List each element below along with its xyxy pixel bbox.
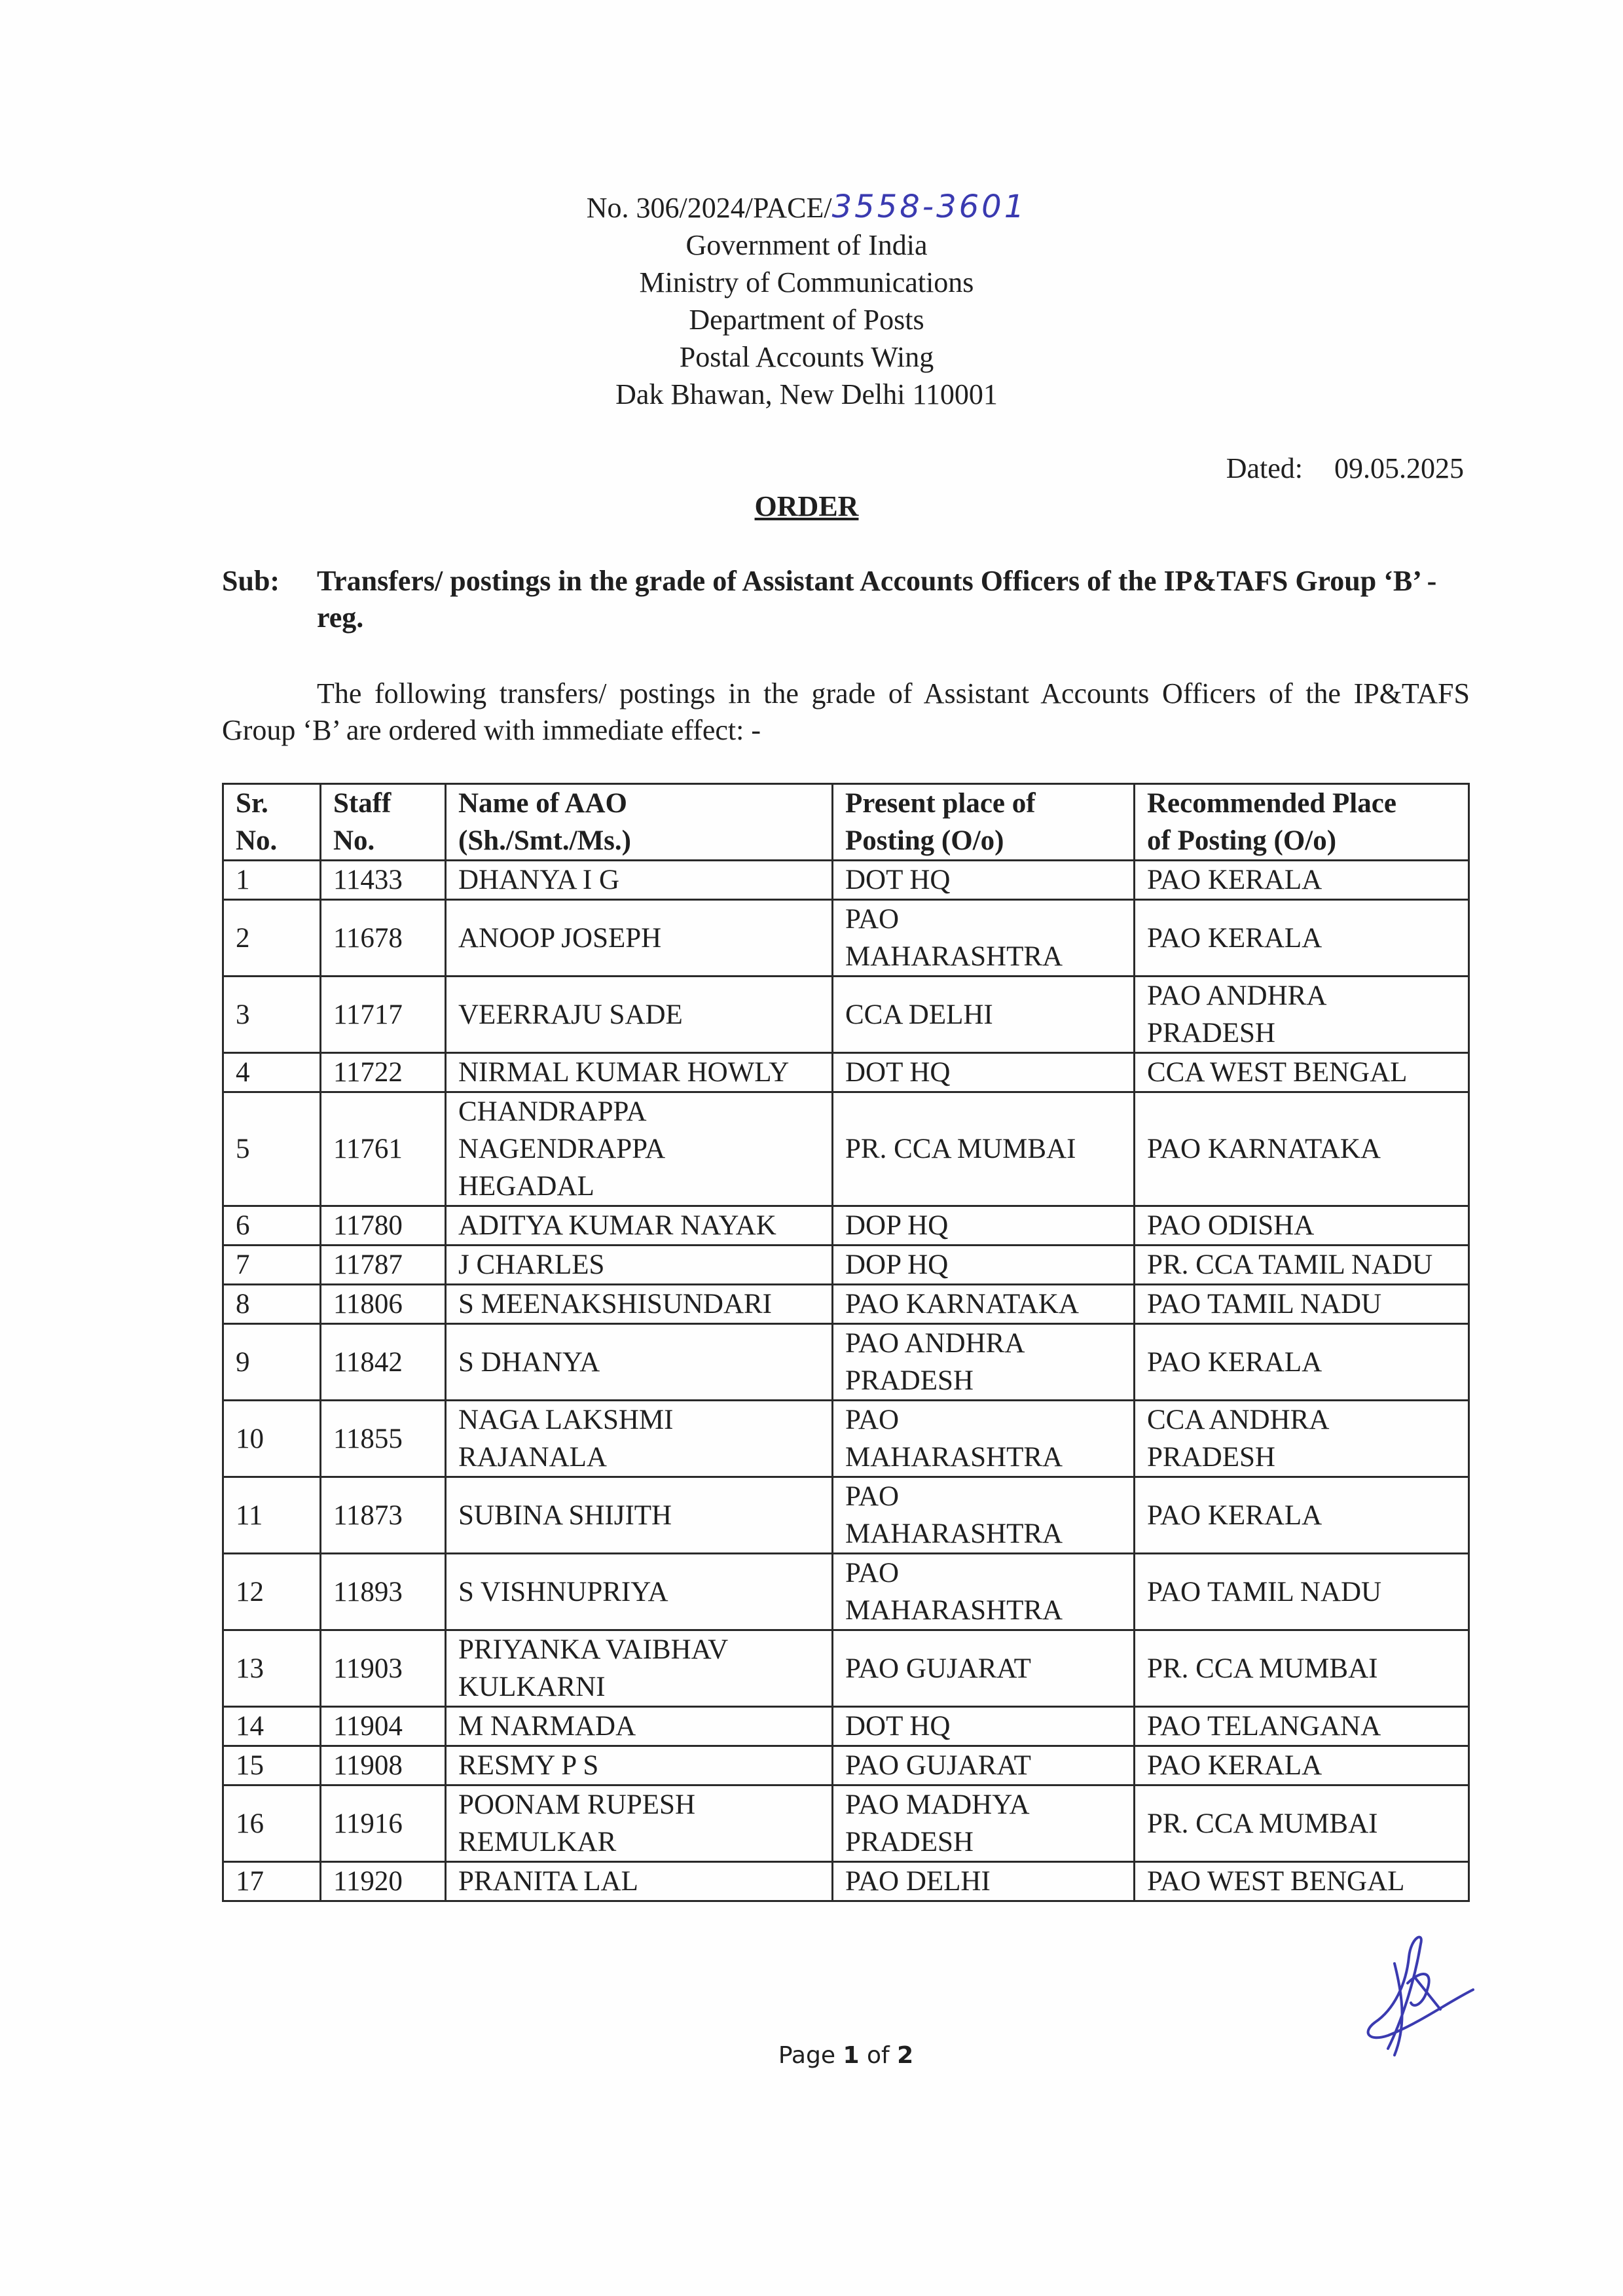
table-cell: 11903: [321, 1630, 446, 1707]
table-cell: PAO MADHYA PRADESH: [833, 1785, 1135, 1862]
subject-text: Transfers/ postings in the grade of Assistant Accounts Officers of the IP&TAFS Group ‘B’ -reg.: [317, 565, 1437, 634]
table-row: [223, 1092, 1469, 1206]
reference-number: No. 306/2024/PACE/3558-3601: [586, 188, 1027, 225]
table-row: [223, 1401, 1469, 1477]
table-row: [223, 1554, 1469, 1630]
table-cell: PAO WEST BENGAL: [1135, 1862, 1469, 1901]
table-cell: CCA WEST BENGAL: [1135, 1053, 1469, 1092]
table-row: [223, 1053, 1469, 1092]
table-cell: 11717: [321, 977, 446, 1053]
transfers-table: [222, 783, 1470, 1902]
table-cell: PAO GUJARAT: [833, 1630, 1135, 1707]
column-header: Present place of Posting (O/o): [833, 784, 1135, 861]
table-cell: 14: [223, 1707, 321, 1746]
table-cell: 17: [223, 1862, 321, 1901]
table-row: [223, 1862, 1469, 1901]
table-cell: DOP HQ: [833, 1246, 1135, 1285]
table-cell: 11761: [321, 1092, 446, 1206]
header-line: Ministry of Communications: [639, 266, 974, 298]
table-cell: PAO MAHARASHTRA: [833, 1477, 1135, 1554]
table-cell: PAO KARNATAKA: [833, 1285, 1135, 1324]
table-cell: DOP HQ: [833, 1206, 1135, 1246]
order-title: ORDER: [754, 490, 859, 522]
table-cell: 4: [223, 1053, 321, 1092]
table-cell: 11916: [321, 1785, 446, 1862]
table-cell: PR. CCA MUMBAI: [1135, 1630, 1469, 1707]
table-cell: PAO MAHARASHTRA: [833, 1554, 1135, 1630]
table-row: [223, 1285, 1469, 1324]
table-cell: NAGA LAKSHMI RAJANALA: [446, 1401, 833, 1477]
table-cell: 11806: [321, 1285, 446, 1324]
table-cell: ADITYA KUMAR NAYAK: [446, 1206, 833, 1246]
table-row: [223, 1206, 1469, 1246]
table-cell: PAO KERALA: [1135, 861, 1469, 900]
table-cell: 11855: [321, 1401, 446, 1477]
table-cell: SUBINA SHIJITH: [446, 1477, 833, 1554]
subject: [222, 563, 1470, 636]
table-cell: PR. CCA TAMIL NADU: [1135, 1246, 1469, 1285]
table-header-row: [223, 784, 1469, 861]
table-row: [223, 1477, 1469, 1554]
table-cell: CCA DELHI: [833, 977, 1135, 1053]
table-cell: PAO TAMIL NADU: [1135, 1285, 1469, 1324]
table-cell: DOT HQ: [833, 1053, 1135, 1092]
table-cell: PAO ANDHRA PRADESH: [1135, 977, 1469, 1053]
table-cell: J CHARLES: [446, 1246, 833, 1285]
table-cell: CHANDRAPPA NAGENDRAPPA HEGADAL: [446, 1092, 833, 1206]
table-cell: VEERRAJU SADE: [446, 977, 833, 1053]
table-cell: 11780: [321, 1206, 446, 1246]
handwritten-ref: 3558-3601: [831, 188, 1027, 225]
table-cell: S DHANYA: [446, 1324, 833, 1401]
table-cell: PAO ANDHRA PRADESH: [833, 1324, 1135, 1401]
column-header: Recommended Place of Posting (O/o): [1135, 784, 1469, 861]
table-cell: ANOOP JOSEPH: [446, 900, 833, 977]
table-cell: PAO GUJARAT: [833, 1746, 1135, 1785]
signature: [1349, 1924, 1480, 2062]
table-cell: 11842: [321, 1324, 446, 1401]
table-cell: 1: [223, 861, 321, 900]
table-cell: 9: [223, 1324, 321, 1401]
table-cell: 16: [223, 1785, 321, 1862]
table-cell: DOT HQ: [833, 861, 1135, 900]
table-cell: PAO DELHI: [833, 1862, 1135, 1901]
table-cell: DHANYA I G: [446, 861, 833, 900]
column-header: Staff No.: [321, 784, 446, 861]
header-line: Postal Accounts Wing: [679, 341, 934, 373]
table-cell: 11904: [321, 1707, 446, 1746]
table-cell: DOT HQ: [833, 1707, 1135, 1746]
column-header: Name of AAO (Sh./Smt./Ms.): [446, 784, 833, 861]
letterhead: [0, 188, 1613, 413]
table-cell: PR. CCA MUMBAI: [833, 1092, 1135, 1206]
table-cell: 13: [223, 1630, 321, 1707]
table-cell: 11678: [321, 900, 446, 977]
table-row: [223, 861, 1469, 900]
column-header: Sr. No.: [223, 784, 321, 861]
table-cell: 8: [223, 1285, 321, 1324]
table-cell: 7: [223, 1246, 321, 1285]
subject-label: Sub:: [222, 565, 280, 597]
table-cell: PAO KERALA: [1135, 1746, 1469, 1785]
table-cell: PAO KERALA: [1135, 1477, 1469, 1554]
intro-paragraph: The following transfers/ postings in the grade of Assistant Accounts Officers of the IP&TAFS Group ‘B’ are ordered with immediate effect: -: [222, 677, 1470, 746]
page-number: Page 1 of 2: [778, 2042, 914, 2069]
table-row: [223, 1246, 1469, 1285]
table-row: [223, 1630, 1469, 1707]
table-cell: 10: [223, 1401, 321, 1477]
table-cell: PAO KARNATAKA: [1135, 1092, 1469, 1206]
table-row: [223, 1324, 1469, 1401]
table-cell: 6: [223, 1206, 321, 1246]
table-cell: POONAM RUPESH REMULKAR: [446, 1785, 833, 1862]
table-cell: CCA ANDHRA PRADESH: [1135, 1401, 1469, 1477]
table-cell: 11893: [321, 1554, 446, 1630]
header-line: Dak Bhawan, New Delhi 110001: [615, 378, 998, 410]
table-cell: PAO MAHARASHTRA: [833, 900, 1135, 977]
table-cell: S VISHNUPRIYA: [446, 1554, 833, 1630]
table-cell: RESMY P S: [446, 1746, 833, 1785]
table-cell: 11722: [321, 1053, 446, 1092]
table-row: [223, 900, 1469, 977]
table-cell: 11920: [321, 1862, 446, 1901]
table-cell: PAO TELANGANA: [1135, 1707, 1469, 1746]
table-row: [223, 1707, 1469, 1746]
header-line: Government of India: [685, 229, 928, 261]
table-cell: NIRMAL KUMAR HOWLY: [446, 1053, 833, 1092]
table-cell: PAO ODISHA: [1135, 1206, 1469, 1246]
header-line: Department of Posts: [689, 304, 924, 336]
table-cell: 11787: [321, 1246, 446, 1285]
table-cell: 5: [223, 1092, 321, 1206]
table-cell: PR. CCA MUMBAI: [1135, 1785, 1469, 1862]
table-row: [223, 1746, 1469, 1785]
table-cell: 3: [223, 977, 321, 1053]
table-cell: M NARMADA: [446, 1707, 833, 1746]
table-cell: S MEENAKSHISUNDARI: [446, 1285, 833, 1324]
table-cell: 11433: [321, 861, 446, 900]
table-cell: PRIYANKA VAIBHAV KULKARNI: [446, 1630, 833, 1707]
table-cell: 2: [223, 900, 321, 977]
table-cell: 12: [223, 1554, 321, 1630]
table-cell: 11: [223, 1477, 321, 1554]
table-cell: PAO MAHARASHTRA: [833, 1401, 1135, 1477]
table-row: [223, 977, 1469, 1053]
table-cell: 11873: [321, 1477, 446, 1554]
table-cell: 15: [223, 1746, 321, 1785]
table-cell: PRANITA LAL: [446, 1862, 833, 1901]
table-row: [223, 1785, 1469, 1862]
table-cell: PAO TAMIL NADU: [1135, 1554, 1469, 1630]
dated: Dated: 09.05.2025: [1226, 452, 1464, 484]
table-cell: PAO KERALA: [1135, 1324, 1469, 1401]
table-cell: PAO KERALA: [1135, 900, 1469, 977]
table-cell: 11908: [321, 1746, 446, 1785]
